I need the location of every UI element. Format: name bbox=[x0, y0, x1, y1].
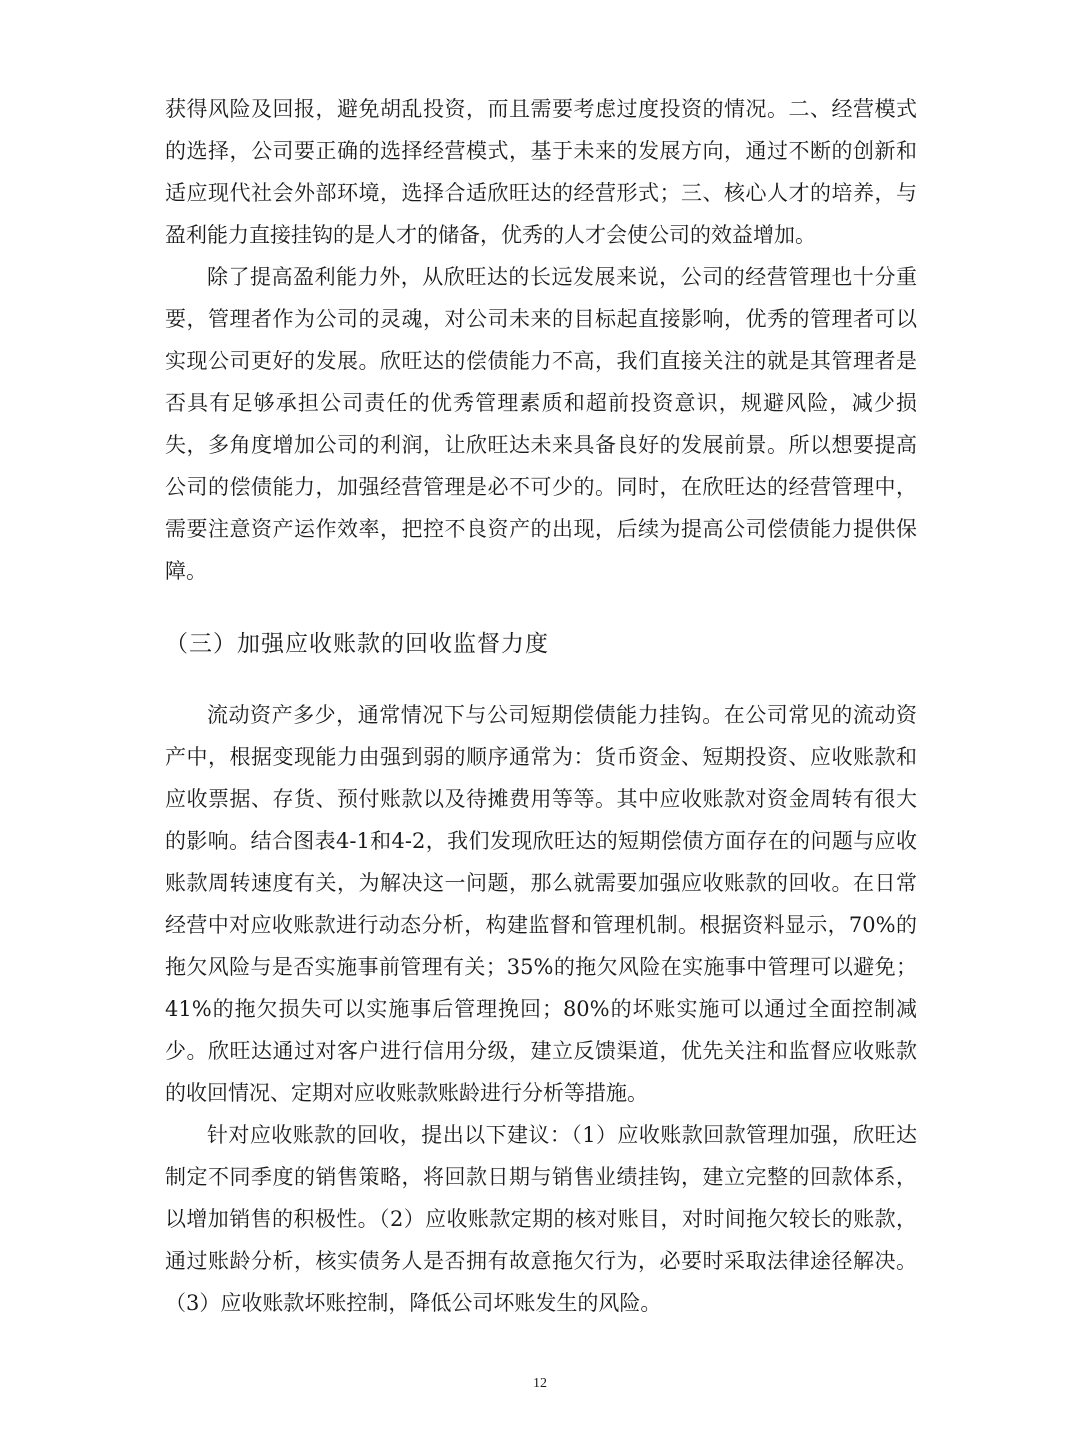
paragraph-continuation: 获得风险及回报，避免胡乱投资，而且需要考虑过度投资的情况。二、经营模式的选择，公司要正确的选择经营模式，基于未来的发展方向，通过不断的创新和适应现代社会外部环境，选择合适欣旺达的经营形式；三、核心人才的培养，与盈利能力直接挂钩的是人才的储备，优秀的人才会使公司的效益增加。 bbox=[165, 97, 917, 247]
page-number: 12 bbox=[533, 1376, 547, 1391]
section-heading: （三）加强应收账款的回收监督力度 bbox=[165, 631, 549, 657]
paragraph-current-assets: 流动资产多少，通常情况下与公司短期偿债能力挂钩。在公司常见的流动资产中，根据变现能力由强到弱的顺序通常为：货币资金、短期投资、应收账款和应收票据、存货、预付账款以及待摊费用等等。其中应收账款对资金周转有很大的影响。结合图表4-1和4-2，我们发现欣旺达的短期偿债方面存在的问题与应收账款周转速度有关，为解决这一问题，那么就需要加强应收账款的回收。在日常经营中对应收账款进行动态分析，构建监督和管理机制。根据资料显示，70%的拖欠风险与是否实施事前管理有关；35%的拖欠风险在实施事中管理可以避免；41%的拖欠损失可以实施事后管理挽回；80%的坏账实施可以通过全面控制减少。欣旺达通过对客户进行信用分级，建立反馈渠道，优先关注和监督应收账款的收回情况、定期对应收账款账龄进行分析等措施。 bbox=[165, 703, 917, 1105]
paragraph-suggestions: 针对应收账款的回收，提出以下建议：（1）应收账款回款管理加强，欣旺达制定不同季度的销售策略，将回款日期与销售业绩挂钩，建立完整的回款体系，以增加销售的积极性。（2）应收账款定期的核对账目，对时间拖欠较长的账款，通过账龄分析，核实债务人是否拥有故意拖欠行为，必要时采取法律途径解决。（3）应收账款坏账控制，降低公司坏账发生的风险。 bbox=[165, 1123, 917, 1315]
paragraph-management: 除了提高盈利能力外，从欣旺达的长远发展来说，公司的经营管理也十分重要，管理者作为公司的灵魂，对公司未来的目标起直接影响，优秀的管理者可以实现公司更好的发展。欣旺达的偿债能力不高，我们直接关注的就是其管理者是否具有足够承担公司责任的优秀管理素质和超前投资意识，规避风险，减少损失，多角度增加公司的利润，让欣旺达未来具备良好的发展前景。所以想要提高公司的偿债能力，加强经营管理是必不可少的。同时，在欣旺达的经营管理中，需要注意资产运作效率，把控不良资产的出现，后续为提高公司偿债能力提供保障。 bbox=[165, 265, 917, 583]
document-body bbox=[165, 88, 917, 1324]
